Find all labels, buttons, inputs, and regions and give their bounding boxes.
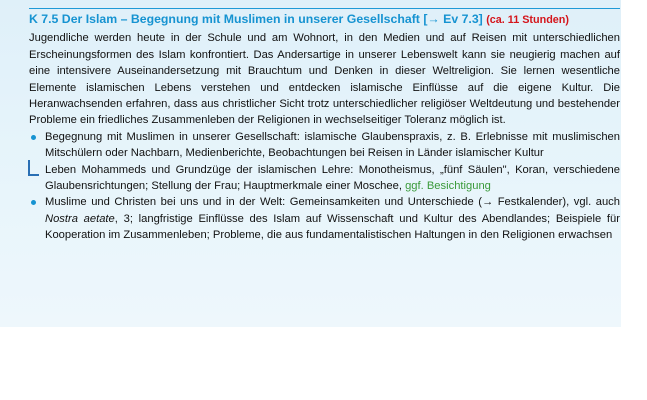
list-item [29,129,620,162]
document-section [29,11,620,244]
learning-goals-list [29,129,620,244]
document-citation: Nostra aetate [45,212,115,225]
duration-note: (ca. 11 Stunden) [486,14,569,26]
heading-rule [29,8,620,9]
list-item [29,162,620,195]
bullet-icon [31,135,36,140]
bullet-icon [31,200,36,205]
section-title: K 7.5 Der Islam – Begegnung mit Muslimen in unserer Gesellschaft [29,12,420,26]
edit-marker-icon [28,160,39,176]
list-item-text: , 3; langfristige Einflüsse des Islam auf Wissenschaft und Kultur des Abendlandes; Beispiele für Kooperation im Zusammenleben; Probleme, die aus fundamentalistischen Haltungen in den Religionen erwachsen [45,212,620,242]
list-item [29,194,620,243]
cross-reference-link[interactable]: [→ Ev 7.3] [423,12,483,26]
list-item-text: Begegnung mit Muslimen in unserer Gesellschaft: islamische Glaubenspraxis, z. B. Erlebnisse mit muslimischen Mitschülern oder Nachbarn, Medienberichte, Beobachtungen bei Reisen in Länder islamischer Kultur [45,130,620,160]
list-item-text: Leben Mohammeds und Grundzüge der islamischen Lehre: Monotheismus, „fünf Säulen", Koran, verschiedene Glaubensrichtungen; Stellung der Frau; Hauptmerkmale einer Moschee, [45,163,620,193]
list-item-text: Muslime und Christen bei uns und in der Welt: Gemeinsamkeiten und Unterschiede (→ Festkalender), vgl. auch [45,196,620,209]
optional-activity: ggf. Besichtigung [405,180,491,193]
section-heading [29,11,620,28]
intro-paragraph: Jugendliche werden heute in der Schule und am Wohnort, in den Medien und auf Reisen mit unterschiedlichen Erscheinungsformen des Islam konfrontiert. Das Andersartige in unserer Lebenswelt kann sie neugierig machen auf eine intensivere Auseinandersetzung mit Brauchtum und Denken in dieser Weltreligion. Sie lernen wesentliche Elemente islamischen Lebens verstehen und entdecken islamische Einflüsse auf die eigene Kultur. Die Heranwachsenden erfahren, dass aus christlicher Sicht trotz unterschiedlicher religiöser Weltdeutung und bestehender Probleme ein friedliches Zusammenleben der Religionen in wechselseitiger Toleranz möglich ist. [29,32,620,127]
